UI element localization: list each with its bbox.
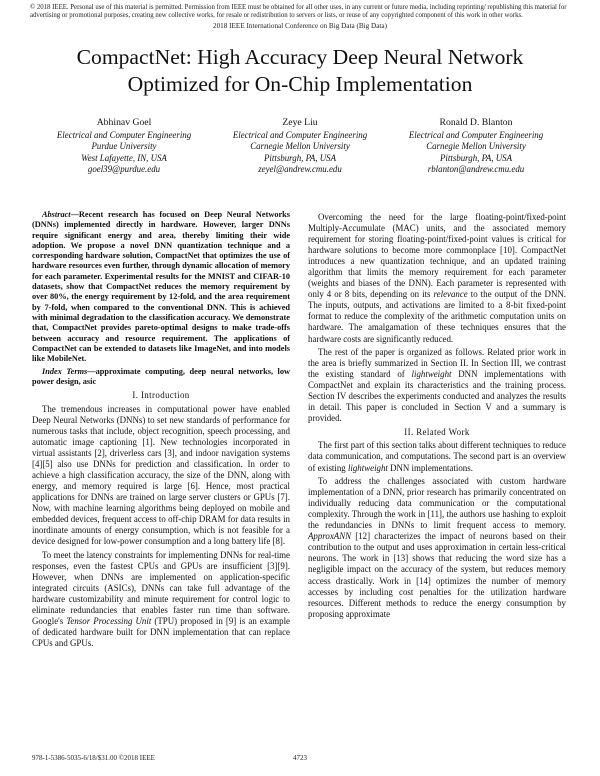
emphasis: Tensor Processing Unit bbox=[66, 615, 152, 626]
paragraph bbox=[308, 476, 566, 620]
conference-name: 2018 IEEE International Conference on Big Data (Big Data) bbox=[212, 22, 388, 30]
text-run: DNN implementations. bbox=[387, 462, 473, 473]
author-univ: Carnegie Mellon University bbox=[250, 141, 350, 152]
emphasis: lightweight bbox=[347, 462, 388, 473]
author-name: Abhinav Goel bbox=[96, 117, 152, 128]
section-heading-introduction: I. Introduction bbox=[132, 390, 190, 401]
index-terms bbox=[32, 367, 290, 388]
author-univ: Purdue University bbox=[91, 141, 157, 152]
abstract-label: Abstract bbox=[42, 210, 71, 219]
author-dept: Electrical and Computer Engineering bbox=[232, 129, 368, 140]
paragraph bbox=[32, 550, 290, 649]
emphasis: ApproxANN bbox=[308, 531, 352, 542]
author-email: rblanton@andrew.cmu.edu bbox=[427, 164, 525, 175]
author-city: Pittsburgh, PA, USA bbox=[440, 152, 512, 163]
text-run: To meet the latency constraints for implementing DNNs for real-time responses, even the fastest CPUs and GPUs are insufficient [3][9]. However, when DNNs are implemented on application-specific integrated circuits (ASICs), DNNs can take full advantage of the hardware customizability and minute requirement for control logic to eliminate redundancies that enables faster run time than software. Google's bbox=[32, 549, 290, 626]
author-email: zeyel@andrew.cmu.edu bbox=[258, 164, 342, 175]
author-city: West Lafayette, IN, USA bbox=[81, 152, 167, 163]
text-run: to the output of the DNN. The inputs, outputs, and activations are limited to a 8-bit fixed-point format to reduce the complexity of the arithmetic computation units on hardware. The amalgamation of these techniques ensures that the hardware costs are significantly reduced. bbox=[308, 289, 566, 344]
title-line-1: CompactNet: High Accuracy Deep Neural Network bbox=[76, 45, 524, 69]
section-heading-related-work: II. Related Work bbox=[404, 426, 470, 437]
text-run: [12] characterizes the impact of neurons based on their contribution to the output and uses approximation in certain less-critical neurons. The work in [13] shows that reducing the word size has a negligible impact on the accuracy of the system, but reduces memory access drastically. Work in [14] optimizes the number of memory accesses by including cost penalties for the utilization hardware resources. Different methods to reduce the energy consumption by proposing approximate bbox=[308, 531, 566, 619]
paragraph bbox=[308, 440, 566, 473]
author-email: goel39@purdue.edu bbox=[87, 164, 161, 175]
author-3 bbox=[388, 117, 564, 176]
author-univ: Carnegie Mellon University bbox=[426, 141, 526, 152]
footer-isbn: 978-1-5386-5035-6/18/$31.00 ©2018 IEEE bbox=[32, 754, 155, 762]
paragraph: The tremendous increases in computational power have enabled Deep Neural Networks (DNNs) to set new standards of performance for numerous tasks that include, object recognition, speech processing, and automatic image captioning [1]. New technologies incorporated in virtual assistants [2], driverless cars [3], and indoor navigation systems [4][5] also use DNNs for prediction and classification. In order to achieve a high classification accuracy, the size of the DNN, along with energy, and memory required is large [6]. Hence, most practical applications for DNNs are trained on large server clusters or GPUs [7]. Now, with machine learning algorithms being deployed on mobile and embedded devices, frequent access to off-chip DRAM for data results in inordinate amounts of energy consumption, which is not feasible for a device designed for low-power consumption and a long battery life [8]. bbox=[32, 403, 290, 547]
index-terms-text: —approximate computing, deep neural networks, low power design, asic bbox=[32, 366, 291, 387]
emphasis: lightweight bbox=[411, 369, 452, 380]
index-terms-label: Index Terms bbox=[42, 366, 88, 376]
author-block bbox=[36, 117, 564, 176]
text-run: Overcoming the need for the large floating-point/fixed-point Multiply-Accumulate (MAC) units, and the associated memory requirement for storing floating-point/fixed-point values is critical for hardware solutions to become more commonplace [10]. CompactNet introduces a new quantization technique, and an updated training algorithm that limits the memory requirement for each parameter (weights and biases of the DNN). Each parameter is represented with only 4 or 8 bits, depending on its bbox=[308, 212, 566, 300]
page-number: 4723 bbox=[293, 754, 307, 762]
author-1 bbox=[36, 117, 212, 176]
abstract bbox=[32, 210, 290, 364]
title-line-2: Optimized for On-Chip Implementation bbox=[127, 72, 473, 96]
text-run: The rest of the paper is organized as follows. Related prior work in the area is briefly summarized in Section II. In Section III, we contrast the existing standard of bbox=[308, 347, 566, 380]
text-run: (TPU) proposed in [9] is an example of dedicated hardware built for DNN implementation that can replace CPUs and GPUs. bbox=[32, 615, 290, 649]
copyright-notice: © 2018 IEEE. Personal use of this material is permitted. Permission from IEEE must be obtained for all other uses, in any current or future media, including reprinting/ republishing this material for advertising or promotional purposes, creating new collective works, for resale or redistribution to servers or lists, or reuse of any copyrighted component of this work in other works. bbox=[30, 4, 567, 20]
author-dept: Electrical and Computer Engineering bbox=[408, 129, 544, 140]
text-run: The first part of this section talks about different techniques to reduce data communication, and computations. The second part is an overview of existing bbox=[308, 440, 566, 473]
paragraph bbox=[308, 212, 566, 345]
author-city: Pittsburgh, PA, USA bbox=[264, 152, 336, 163]
text-run: To address the challenges associated with custom hardware implementation of a DNN, prior research has primarily concentrated on individually reducing data communication or the computational complexity. Through the work in [11], the authors use hashing to exploit the redundancies in DNNs to limit frequent access to memory. bbox=[308, 476, 566, 531]
author-name: Ronald D. Blanton bbox=[439, 117, 513, 128]
author-2 bbox=[212, 117, 388, 176]
right-column bbox=[308, 212, 566, 622]
paragraph bbox=[308, 347, 566, 424]
author-name: Zeye Liu bbox=[282, 117, 318, 128]
paper-title bbox=[40, 44, 560, 98]
text-run: DNN implementations with CompactNet and explain its characteristics and the training process. Section IV describes the experiments conducted and analyzes the results in detail. This paper is concluded in Section V and a summary is provided. bbox=[308, 369, 566, 424]
abstract-text: —Recent research has focused on Deep Neural Networks (DNNs) implemented directly in hardware. However, larger DNNs require significant energy and area, thereby limiting their wide adoption. We propose a novel DNN quantization technique and a corresponding hardware solution, CompactNet that optimizes the use of hardware resources even further, through dynamic allocation of memory for each parameter. Experimental results for the MNIST and CIFAR-10 datasets, show that CompactNet reduces the memory requirement by over 80%, the energy requirement by 12-fold, and the area requirement by 7-fold, when compared to the conventional DNN. This is achieved with minimal degradation to the classification accuracy. We demonstrate that, CompactNet provides pareto-optimal designs to make trade-offs between accuracy and resource requirement. The applications of CompactNet can be extended to datasets like ImageNet, and into models like MobileNet. bbox=[32, 210, 290, 364]
author-dept: Electrical and Computer Engineering bbox=[56, 129, 192, 140]
emphasis: relevance bbox=[433, 289, 468, 300]
left-column bbox=[32, 210, 290, 652]
